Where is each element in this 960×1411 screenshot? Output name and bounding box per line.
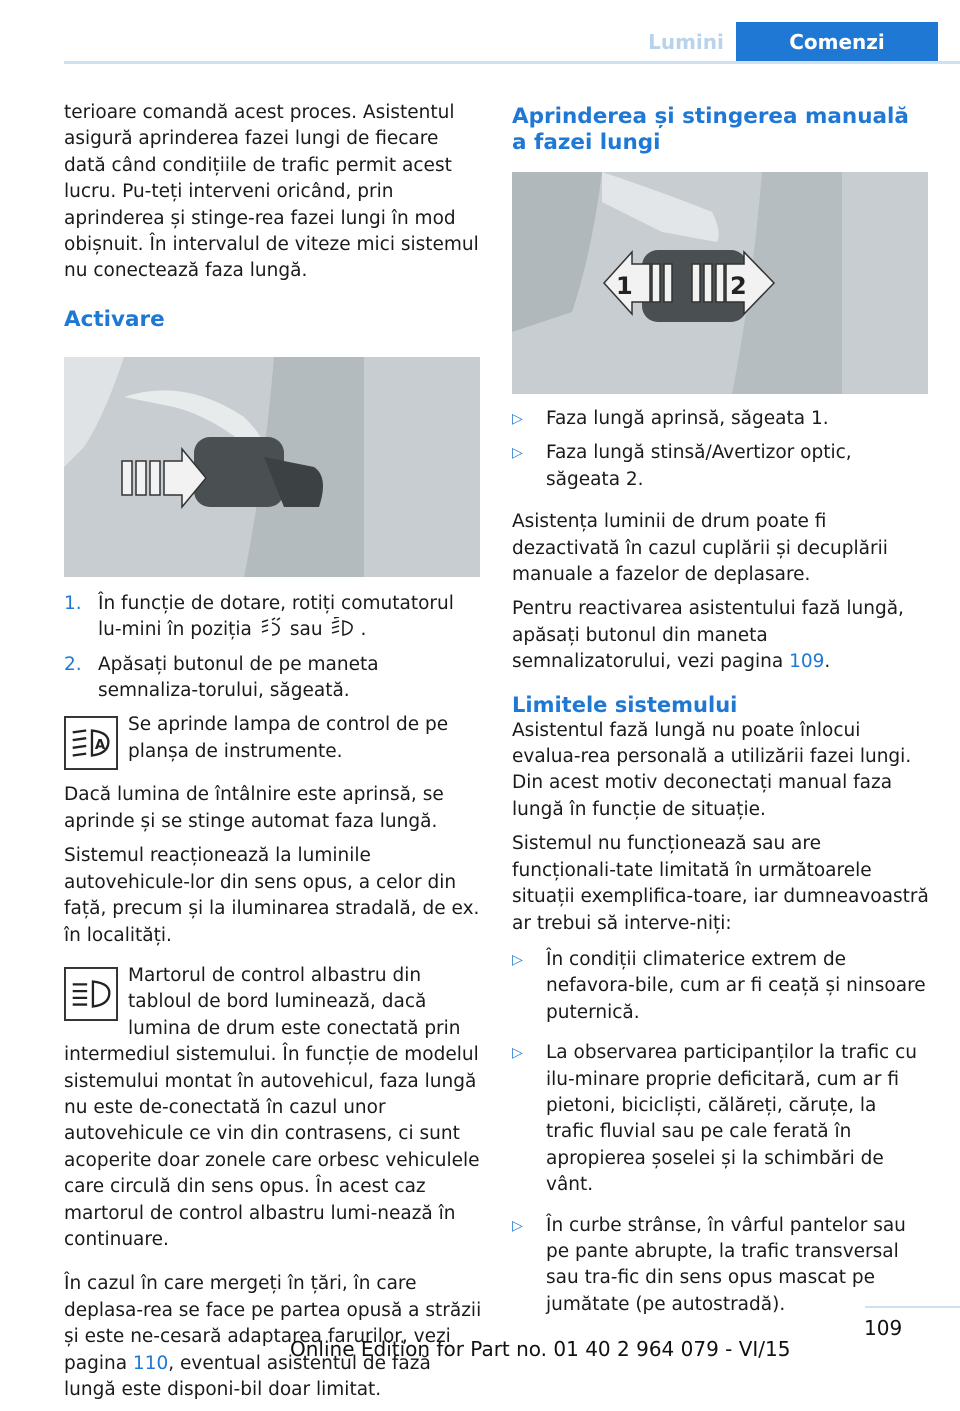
header-tabs xyxy=(636,22,938,62)
paragraph-limits-situations: Sistemul nu funcționează sau are funcționali-tate limitată în următoarele situații exemplifica-toare, iar dumneavoastră ar trebui să interve-niți: xyxy=(512,833,929,934)
step2-text: Apăsați butonul de pe maneta semnaliza-torului, săgeată. xyxy=(98,653,379,702)
paragraph-deactivation: Asistența luminii de drum poate fi dezactivată în cazul cuplării și decuplării manuale a fazelor de deplasare. xyxy=(512,511,888,586)
auto-light-icon xyxy=(258,617,284,639)
bullet-arrow-icon: ▷ xyxy=(512,1045,523,1062)
bullet-arrow-icon: ▷ xyxy=(512,445,523,462)
low-beam-auto-icon xyxy=(329,617,355,639)
page-link-109[interactable]: 109 xyxy=(789,651,825,673)
footer-rule xyxy=(865,1306,960,1308)
tab-lumini[interactable]: Lumini xyxy=(636,22,736,62)
limit2-text: La observarea participanților la trafic cu ilu-minare proprie deficitară, cum ar fi pietoni, bicicliști, călăreți, căruțe, la trafic fluvial sau pe cale ferată în apropierea șoselei și la schimbări de vânt. xyxy=(546,1042,917,1196)
arrow-label-1: 1 xyxy=(616,272,633,300)
limits-list xyxy=(512,947,930,1318)
arrow-label-2: 2 xyxy=(730,272,747,300)
manual-heading: Aprinderea și stingerea manuală a fazei lungi xyxy=(512,104,909,155)
activation-photo xyxy=(64,357,480,577)
svg-text:A: A xyxy=(94,737,106,754)
para2-text-b: . xyxy=(824,651,831,673)
bullet2-text: Faza lungă stinsă/Avertizor optic, săgeata 2. xyxy=(546,442,852,490)
list-item xyxy=(512,1213,930,1319)
step-number: 1. xyxy=(64,592,82,614)
limit3-text: În curbe strânse, în vârful pantelor sau pe pante abrupte, la trafic transversal sau tra-fic din sens opus mascat pe jumătate (pe autostradă). xyxy=(546,1214,906,1315)
tab-comenzi[interactable]: Comenzi xyxy=(736,22,938,62)
limits-heading: Limitele sistemului xyxy=(512,692,738,717)
step1-text-c: . xyxy=(360,619,367,641)
para3-text-a: În cazul în care mergeți în țări, în care deplasa-rea se face pe partea opusă a străzii și este ne-cesară adaptarea farurilor, vezi pagina xyxy=(64,1273,482,1374)
list-item xyxy=(512,440,930,493)
bullet-arrow-icon: ▷ xyxy=(512,411,523,427)
paragraph-reactivation xyxy=(512,596,930,675)
right-column xyxy=(512,100,930,1326)
list-item xyxy=(64,652,482,705)
note-blue-indicator xyxy=(64,963,482,1253)
stalk-illustration xyxy=(64,357,480,577)
bullet-arrow-icon: ▷ xyxy=(512,1217,523,1234)
paragraph-limits-intro: Asistentul fază lungă nu poate înlocui evalua-rea personală a utilizării fazei lungi. Din acest motiv deconectați manual faza lungă în funcție de situație. xyxy=(512,719,912,820)
limit1-text: În condiții climaterice extrem de nefavora-bile, cum ar fi ceață și ninsoare puternică. xyxy=(546,948,926,1023)
paragraph-system-reacts: Sistemul reacționează la luminile autovehicule-lor din sens opus, a celor din față, precum și la iluminarea stradală, de ex. în localități. xyxy=(64,845,480,946)
list-item xyxy=(512,1040,930,1198)
high-beam-assist-icon xyxy=(64,716,118,770)
activare-heading: Activare xyxy=(64,306,165,332)
paragraph-auto-high-beam: Dacă lumina de întâlnire este aprinsă, se aprinde și se stinge automat faza lungă. xyxy=(64,784,444,832)
step1-text-a: În funcție de dotare, rotiți comutatorul lu-mini în poziția xyxy=(98,592,454,641)
page-link-110[interactable]: 110 xyxy=(132,1352,169,1374)
edition-footer: Online Edition for Part no. 01 40 2 964 079 - VI/15 xyxy=(290,1337,791,1361)
note2-text: Martorul de control albastru din tabloul de bord luminează, dacă lumina de drum este conectată prin intermediul sistemului. În funcție de modelul sistemului montat în autovehicul, faza lungă nu este de-conectată în cazul unor autovehicule ce vin din contrasens, ci sunt acoperite doar zonele care orbesc vehiculele care circulă din sens opus. În acest caz martorul de control albastru lumi-nează în continuare. xyxy=(64,964,480,1250)
header-rule xyxy=(64,61,960,64)
bullet-arrow-icon: ▷ xyxy=(512,951,523,968)
manual-photo xyxy=(512,172,928,394)
stalk-arrows-illustration xyxy=(512,172,928,394)
bullet1-text: Faza lungă aprinsă, săgeata 1. xyxy=(546,408,829,429)
list-item xyxy=(64,591,482,644)
list-item xyxy=(512,947,930,1026)
list-item xyxy=(512,406,930,432)
page-number: 109 xyxy=(864,1316,903,1340)
para3-text-b: , eventual asistentul de fază lungă este disponi-bil doar limitat. xyxy=(64,1352,431,1400)
intro-paragraph: terioare comandă acest proces. Asistentul asigură aprinderea fazei lungi de fiecare dată când condițiile de trafic permit acest lucru. Pu-teți interveni oricând, prin aprinderea și stinge-rea fazei lungi în mod obișnuit. În intervalul de viteze mici sistemul nu conectează faza lungă. xyxy=(64,102,479,282)
note-control-lamp xyxy=(64,712,482,772)
left-column xyxy=(64,100,482,1411)
para2-text-a: Pentru reactivarea asistentului fază lungă, apăsați butonul din maneta semnalizatorului, vezi pagina xyxy=(512,598,904,673)
activation-steps xyxy=(64,591,482,705)
note1-text: Se aprinde lampa de control de pe planșa de instrumente. xyxy=(128,714,449,762)
step-number: 2. xyxy=(64,653,82,675)
high-beam-indicator-icon xyxy=(64,967,118,1021)
step1-text-b: sau xyxy=(289,619,323,641)
manual-bullets xyxy=(512,406,930,493)
